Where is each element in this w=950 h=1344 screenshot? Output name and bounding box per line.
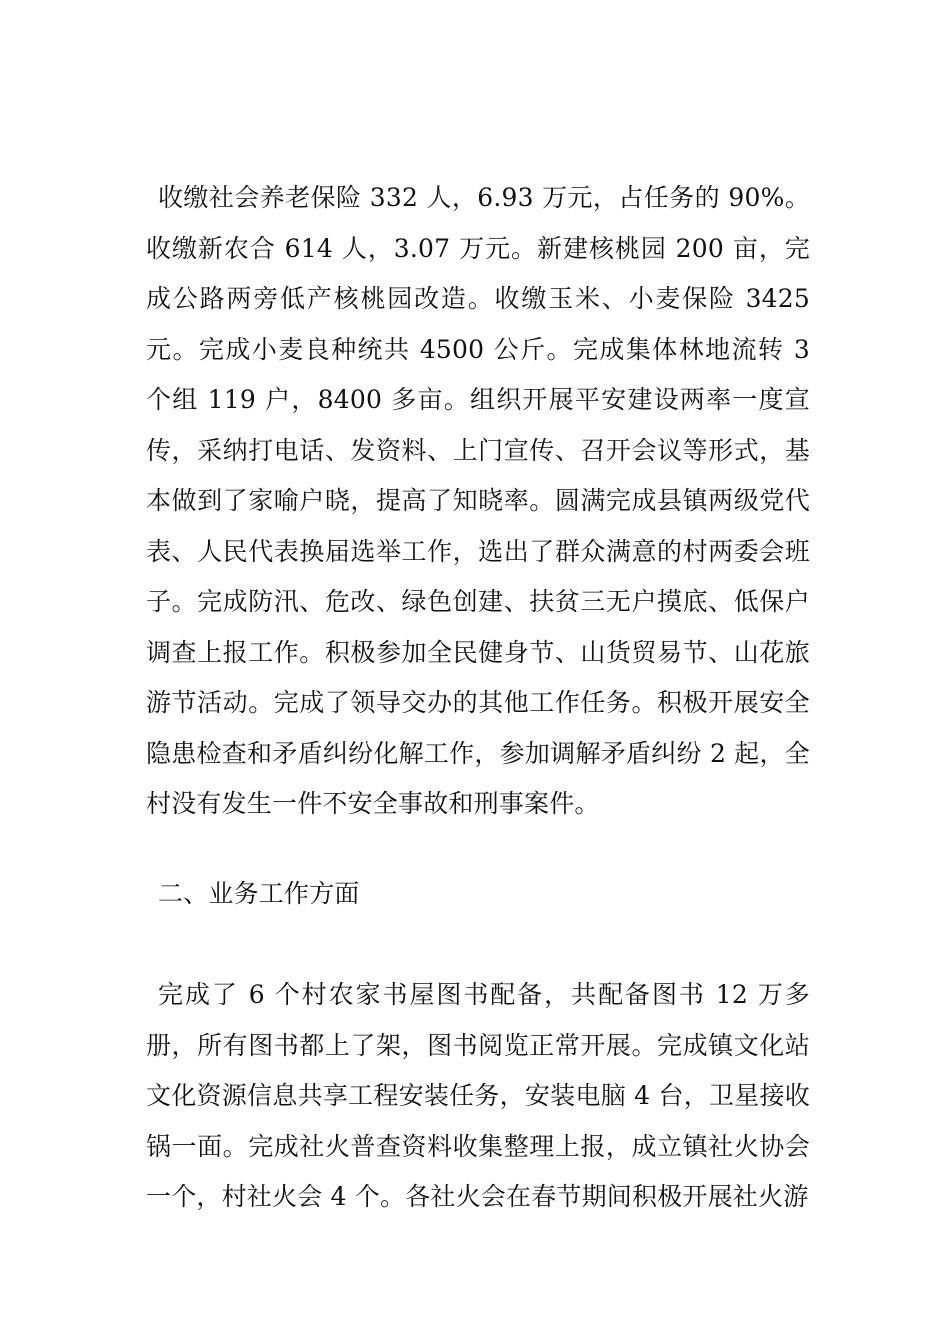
section-heading: 二、业务工作方面	[158, 879, 360, 908]
body-paragraph: 收缴社会养老保险 332 人，6.93 万元，占任务的 90%。收缴新农合 614 人，3.07 万元。新建核桃园 200 亩，完成公路两旁低产核桃园改造。收缴玉米、小麦保险 3425 元。完成小麦良种统共 4500 公斤。完成集体林地流转 3 个组 119 户，8400 多亩。组织开展平安建设两率一度宣传，采纳打电话、发资料、上门宣传、召开会议等形式，基本做到了家喻户晓，提高了知晓率。圆满完成县镇两级党代表、人民代表换届选举工作，选出了群众满意的村两委会班子。完成防汛、危改、绿色创建、扶贫三无户摸底、低保户调查上报工作。积极参加全民健身节、山货贸易节、山花旅游节活动。完成了领导交办的其他工作任务。积极开展安全隐患检查和矛盾纠纷化解工作，参加调解矛盾纠纷 2 起，全村没有发生一件不安全事故和刑事案件。	[146, 183, 810, 818]
body-paragraph: 完成了 6 个村农家书屋图书配备，共配备图书 12 万多册，所有图书都上了架，图书阅览正常开展。完成镇文化站文化资源信息共享工程安装任务，安装电脑 4 台，卫星接收锅一面。完成社火普查资料收集整理上报，成立镇社火协会一个，村社火会 4 个。各社火会在春节期间积极开展社火游	[146, 980, 810, 1211]
